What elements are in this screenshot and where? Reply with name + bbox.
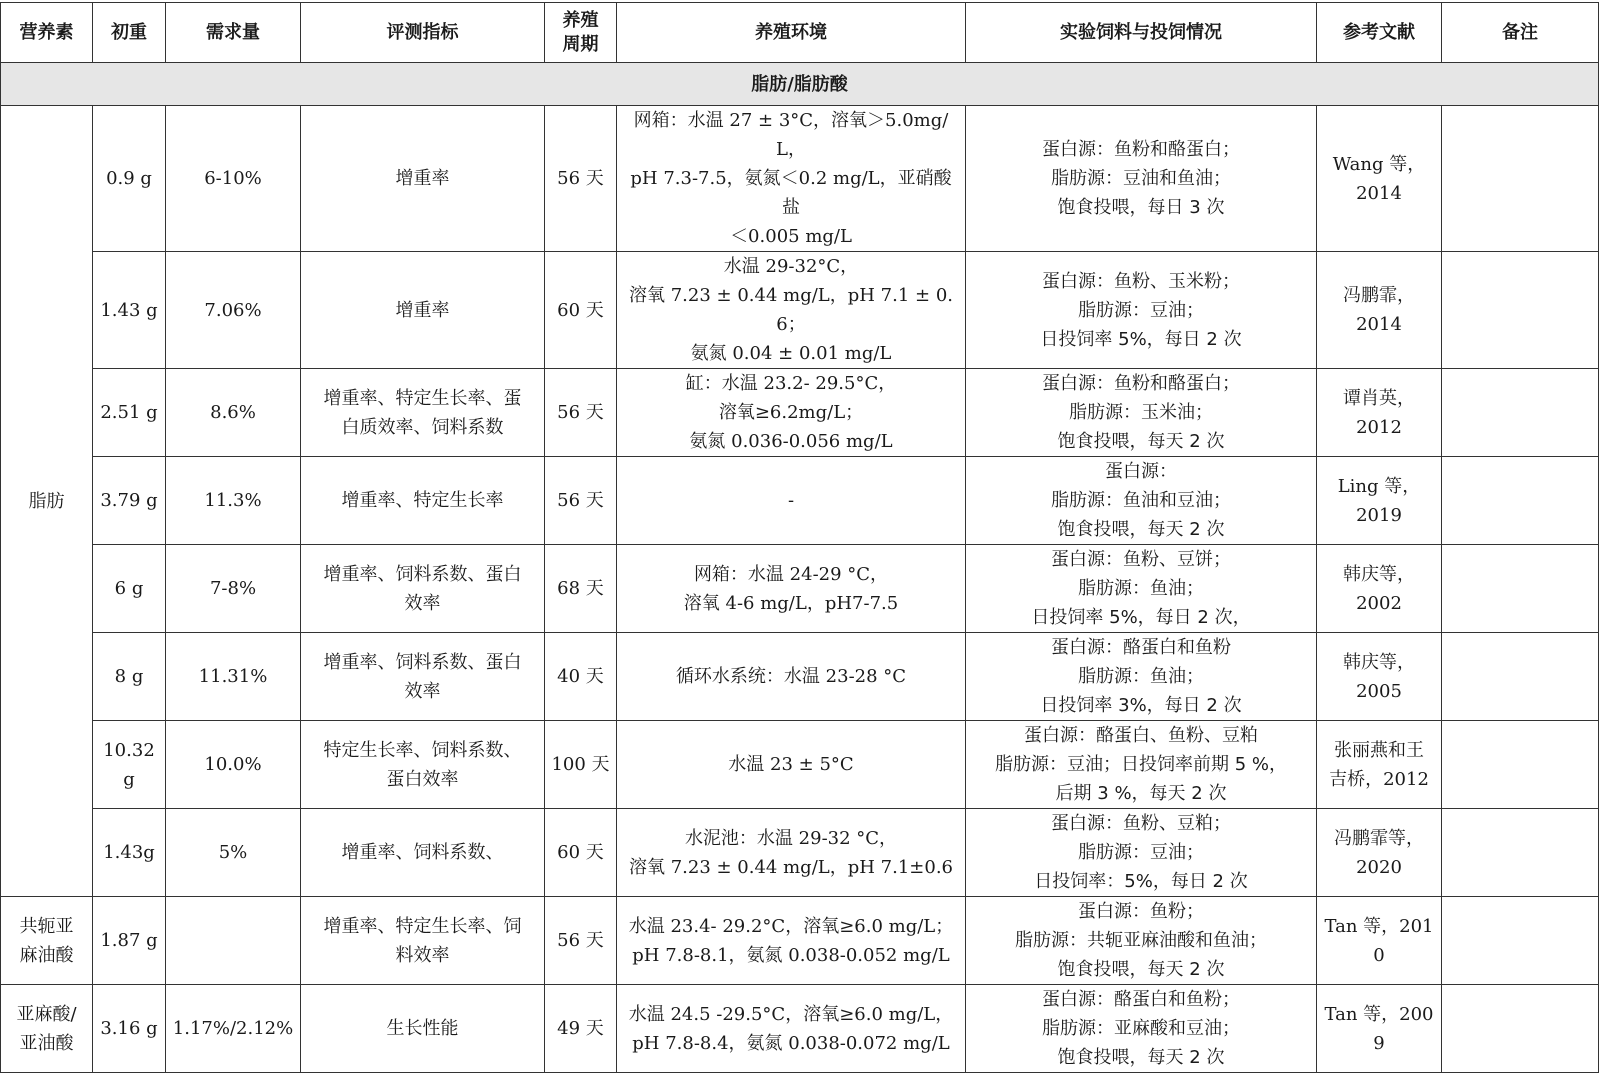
cell-feed: 蛋白源： 脂肪源：鱼油和豆油； 饱食投喂，每天 2 次: [966, 457, 1317, 545]
cell-initial-weight: 1.87 g: [93, 897, 166, 985]
cell-reference: 韩庆等， 2002: [1317, 545, 1442, 633]
cell-feed: 蛋白源：鱼粉和酪蛋白； 脂肪源：豆油和鱼油； 饱食投喂，每日 3 次: [966, 106, 1317, 252]
cell-environment: 缸：水温 23.2- 29.5°C， 溶氧≥6.2mg/L； 氨氮 0.036-0.056 mg/L: [617, 369, 966, 457]
cell-requirement: 1.17%/2.12%: [166, 985, 301, 1073]
cell-feed: 蛋白源：鱼粉； 脂肪源：共轭亚麻油酸和鱼油； 饱食投喂，每天 2 次: [966, 897, 1317, 985]
cell-requirement: 5%: [166, 809, 301, 897]
cell-environment: 水温 23 ± 5°C: [617, 721, 966, 809]
cell-period: 56 天: [545, 106, 617, 252]
cell-requirement: 7.06%: [166, 252, 301, 369]
section-row: [1, 63, 1599, 106]
cell-initial-weight: 8 g: [93, 633, 166, 721]
cell-environment: 水温 24.5 -29.5°C，溶氧≥6.0 mg/L， pH 7.8-8.4，氨氮 0.038-0.072 mg/L: [617, 985, 966, 1073]
cell-feed: 蛋白源：鱼粉、玉米粉； 脂肪源：豆油； 日投饲率 5%，每日 2 次: [966, 252, 1317, 369]
cell-note: [1442, 809, 1599, 897]
cell-environment: 水温 29-32°C， 溶氧 7.23 ± 0.44 mg/L，pH 7.1 ± 0.6； 氨氮 0.04 ± 0.01 mg/L: [617, 252, 966, 369]
header-indicator: 评测指标: [301, 3, 545, 63]
cell-reference: 韩庆等， 2005: [1317, 633, 1442, 721]
cell-environment: 水温 23.4- 29.2°C，溶氧≥6.0 mg/L； pH 7.8-8.1，氨氮 0.038-0.052 mg/L: [617, 897, 966, 985]
cell-period: 56 天: [545, 897, 617, 985]
cell-environment: 循环水系统：水温 23-28 °C: [617, 633, 966, 721]
cell-feed: 蛋白源：酪蛋白和鱼粉； 脂肪源：亚麻酸和豆油； 饱食投喂，每天 2 次: [966, 985, 1317, 1073]
cell-requirement: 10.0%: [166, 721, 301, 809]
header-reference: 参考文献: [1317, 3, 1442, 63]
cell-reference: Wang 等， 2014: [1317, 106, 1442, 252]
table-row: [1, 106, 1599, 252]
cell-indicator: 增重率、饲料系数、: [301, 809, 545, 897]
cell-note: [1442, 369, 1599, 457]
table-row: [1, 457, 1599, 545]
cell-period: 100 天: [545, 721, 617, 809]
cell-reference: Tan 等，2010: [1317, 897, 1442, 985]
cell-feed: 蛋白源：鱼粉、豆饼； 脂肪源：鱼油； 日投饲率 5%，每日 2 次，: [966, 545, 1317, 633]
header-row: [1, 3, 1599, 63]
header-requirement: 需求量: [166, 3, 301, 63]
cell-initial-weight: 0.9 g: [93, 106, 166, 252]
cell-requirement: 8.6%: [166, 369, 301, 457]
cell-indicator: 生长性能: [301, 985, 545, 1073]
cell-initial-weight: 3.16 g: [93, 985, 166, 1073]
cell-period: 56 天: [545, 457, 617, 545]
cell-period: 49 天: [545, 985, 617, 1073]
cell-reference: 冯鹏霏， 2014: [1317, 252, 1442, 369]
header-environment: 养殖环境: [617, 3, 966, 63]
table-row: [1, 897, 1599, 985]
header-initial-weight: 初重: [93, 3, 166, 63]
cell-reference: Tan 等，2009: [1317, 985, 1442, 1073]
cell-requirement: 7-8%: [166, 545, 301, 633]
nutrient-requirement-table: [0, 2, 1599, 1073]
cell-feed: 蛋白源：酪蛋白和鱼粉 脂肪源：鱼油； 日投饲率 3%，每日 2 次: [966, 633, 1317, 721]
table-row: [1, 985, 1599, 1073]
cell-note: [1442, 897, 1599, 985]
header-note: 备注: [1442, 3, 1599, 63]
cell-nutrient: 脂肪: [1, 106, 93, 897]
header-period: 养殖 周期: [545, 3, 617, 63]
cell-reference: 张丽燕和王 吉桥，2012: [1317, 721, 1442, 809]
cell-note: [1442, 545, 1599, 633]
cell-period: 60 天: [545, 252, 617, 369]
cell-note: [1442, 106, 1599, 252]
cell-indicator: 增重率: [301, 106, 545, 252]
cell-requirement: 11.31%: [166, 633, 301, 721]
cell-period: 56 天: [545, 369, 617, 457]
cell-period: 40 天: [545, 633, 617, 721]
cell-environment: -: [617, 457, 966, 545]
cell-initial-weight: 6 g: [93, 545, 166, 633]
header-feed: 实验饲料与投饲情况: [966, 3, 1317, 63]
cell-environment: 网箱：水温 27 ± 3°C，溶氧＞5.0mg/L， pH 7.3-7.5，氨氮＜0.2 mg/L，亚硝酸盐 ＜0.005 mg/L: [617, 106, 966, 252]
cell-indicator: 增重率、特定生长率、饲 料效率: [301, 897, 545, 985]
cell-indicator: 增重率、饲料系数、蛋白 效率: [301, 633, 545, 721]
cell-feed: 蛋白源：鱼粉、豆粕； 脂肪源：豆油； 日投饲率：5%，每日 2 次: [966, 809, 1317, 897]
cell-note: [1442, 721, 1599, 809]
cell-feed: 蛋白源：酪蛋白、鱼粉、豆粕 脂肪源：豆油；日投饲率前期 5 %， 后期 3 %，每天 2 次: [966, 721, 1317, 809]
table-row: [1, 721, 1599, 809]
cell-indicator: 特定生长率、饲料系数、 蛋白效率: [301, 721, 545, 809]
header-nutrient: 营养素: [1, 3, 93, 63]
cell-reference: Ling 等， 2019: [1317, 457, 1442, 545]
cell-note: [1442, 633, 1599, 721]
cell-initial-weight: 2.51 g: [93, 369, 166, 457]
cell-requirement: 11.3%: [166, 457, 301, 545]
cell-nutrient: 亚麻酸/ 亚油酸: [1, 985, 93, 1073]
cell-reference: 冯鹏霏等， 2020: [1317, 809, 1442, 897]
cell-indicator: 增重率、饲料系数、蛋白 效率: [301, 545, 545, 633]
table-row: [1, 545, 1599, 633]
section-title: 脂肪/脂肪酸: [1, 63, 1599, 106]
cell-feed: 蛋白源：鱼粉和酪蛋白； 脂肪源：玉米油； 饱食投喂，每天 2 次: [966, 369, 1317, 457]
cell-environment: 水泥池：水温 29-32 °C， 溶氧 7.23 ± 0.44 mg/L，pH 7.1±0.6: [617, 809, 966, 897]
cell-indicator: 增重率: [301, 252, 545, 369]
cell-requirement: [166, 897, 301, 985]
cell-indicator: 增重率、特定生长率: [301, 457, 545, 545]
cell-initial-weight: 1.43 g: [93, 252, 166, 369]
cell-nutrient: 共轭亚 麻油酸: [1, 897, 93, 985]
table-row: [1, 369, 1599, 457]
table-row: [1, 252, 1599, 369]
table-row: [1, 633, 1599, 721]
cell-reference: 谭肖英， 2012: [1317, 369, 1442, 457]
table-row: [1, 809, 1599, 897]
cell-initial-weight: 10.32 g: [93, 721, 166, 809]
cell-note: [1442, 252, 1599, 369]
cell-period: 68 天: [545, 545, 617, 633]
cell-indicator: 增重率、特定生长率、蛋 白质效率、饲料系数: [301, 369, 545, 457]
cell-environment: 网箱：水温 24-29 °C， 溶氧 4-6 mg/L，pH7-7.5: [617, 545, 966, 633]
cell-note: [1442, 457, 1599, 545]
cell-period: 60 天: [545, 809, 617, 897]
cell-initial-weight: 3.79 g: [93, 457, 166, 545]
cell-note: [1442, 985, 1599, 1073]
cell-initial-weight: 1.43g: [93, 809, 166, 897]
cell-requirement: 6-10%: [166, 106, 301, 252]
